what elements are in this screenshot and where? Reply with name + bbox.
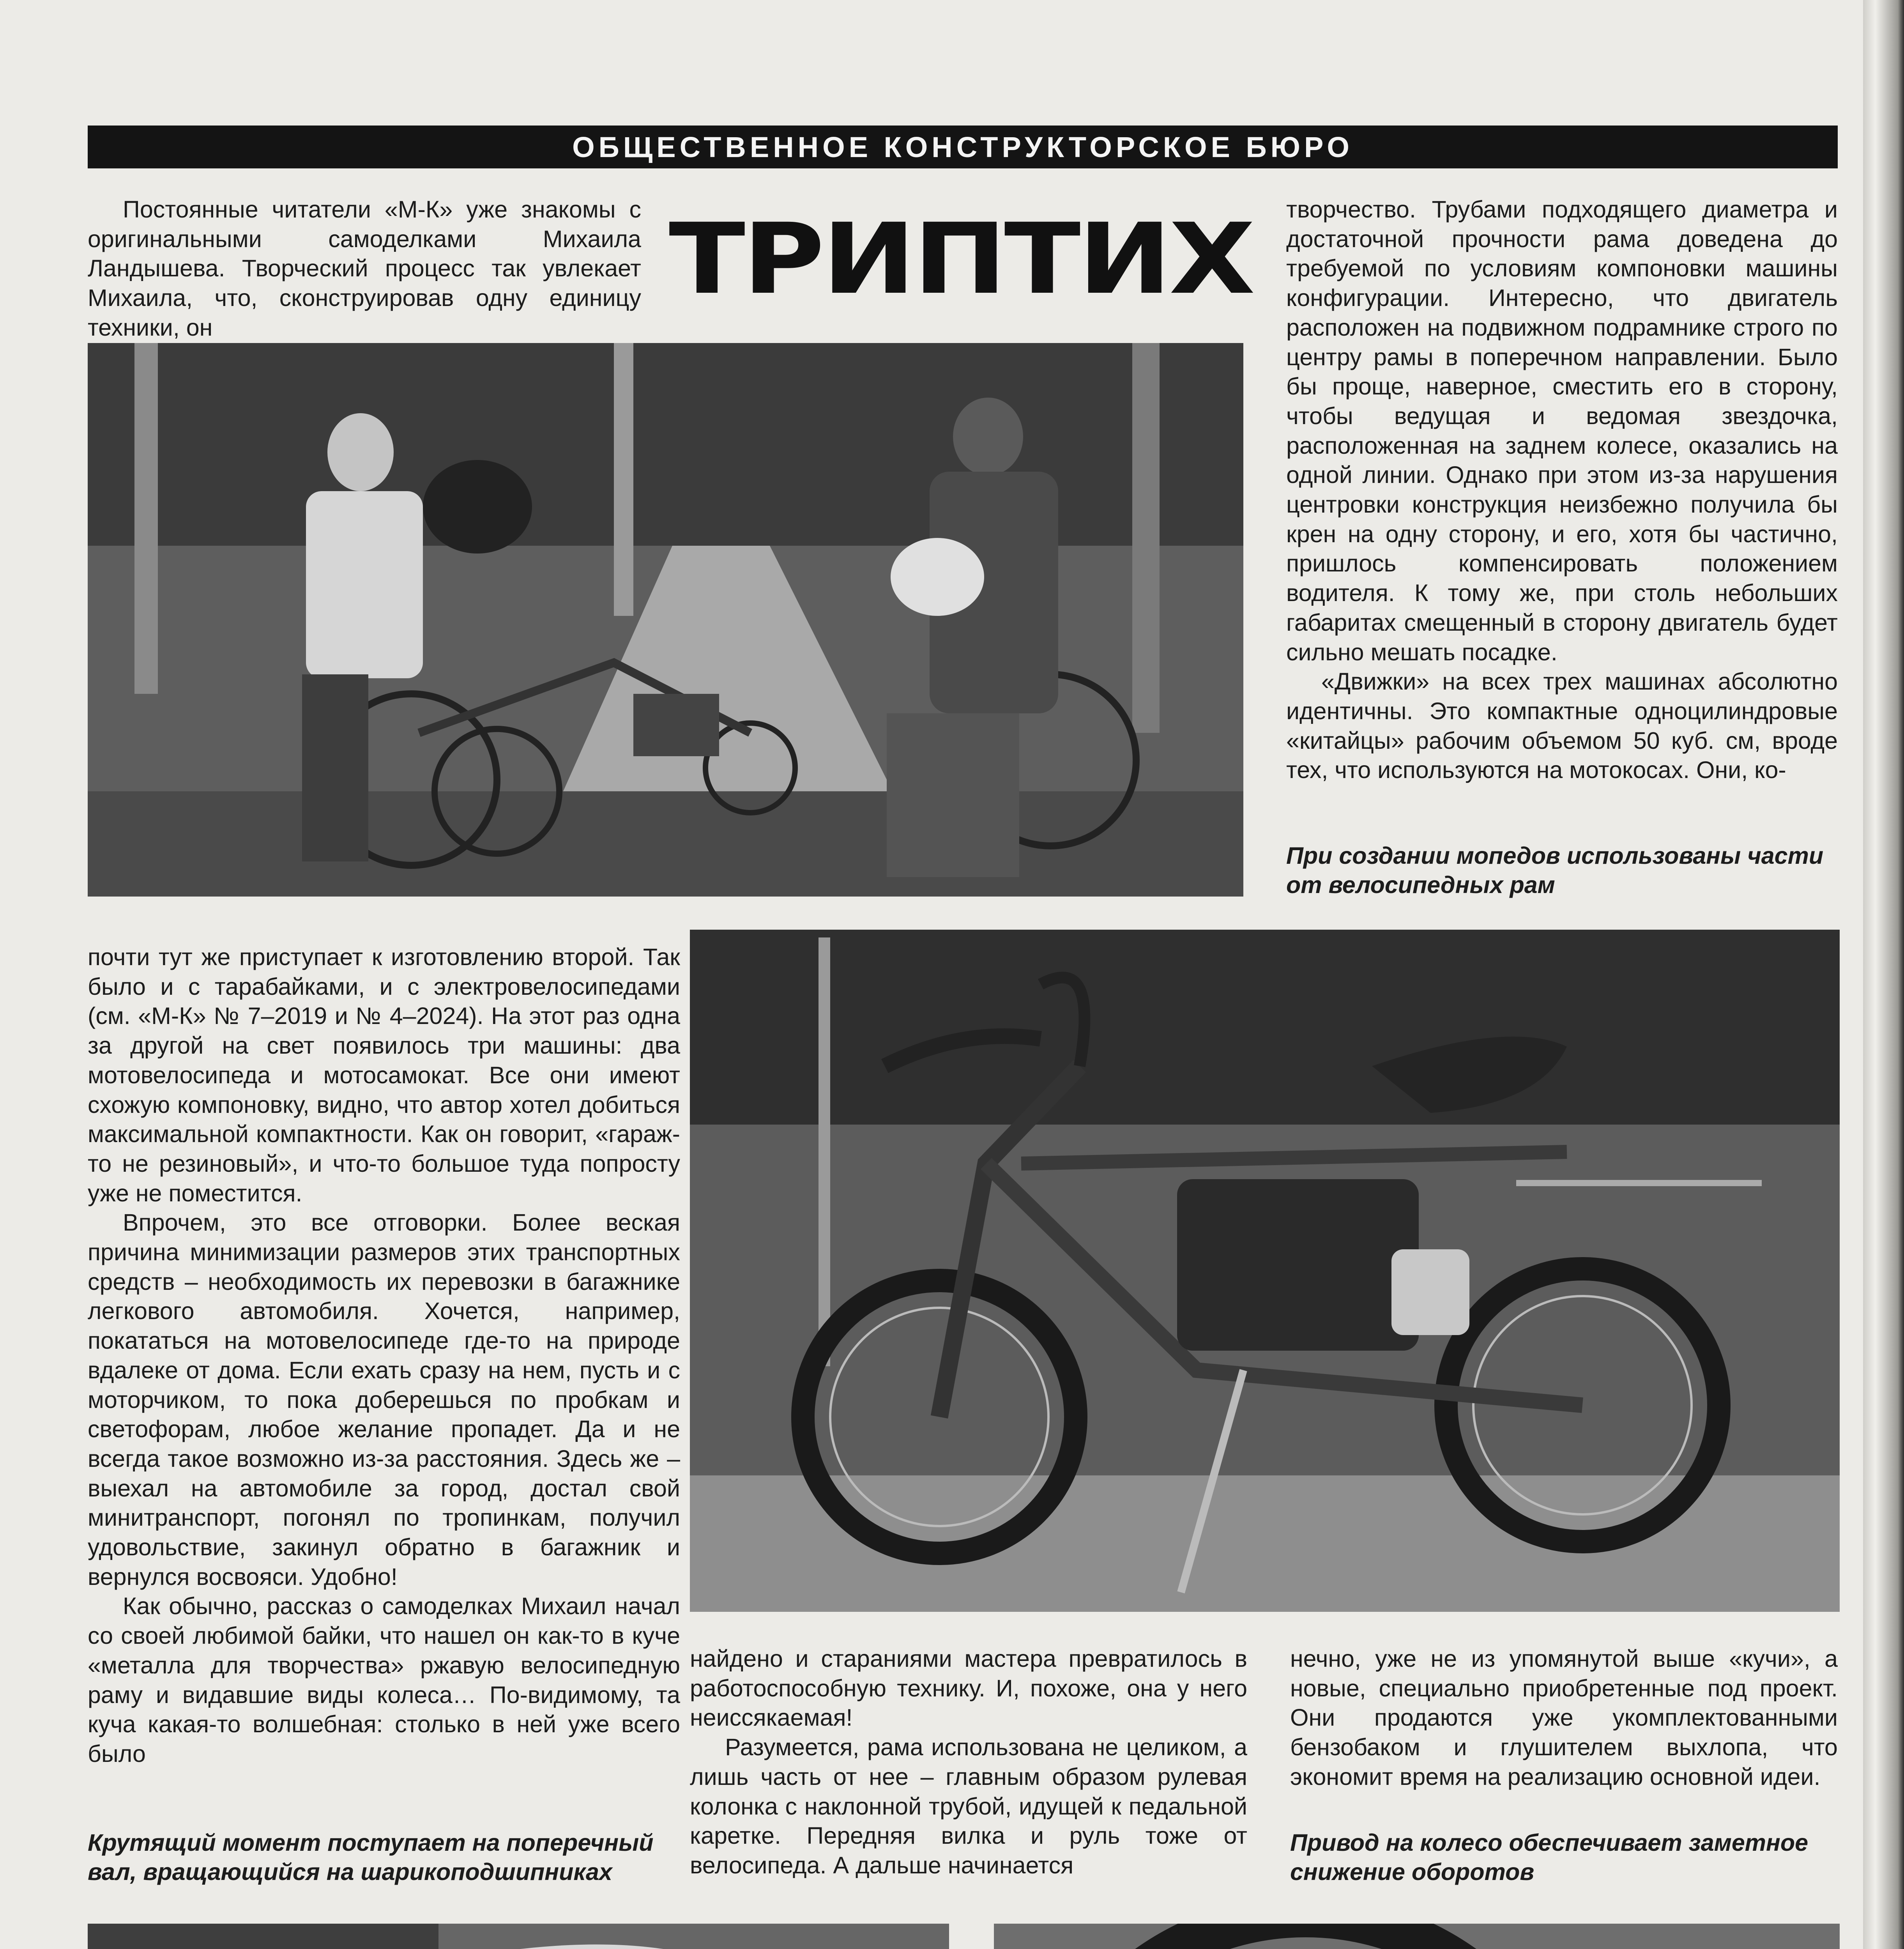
photo-moped-side-view — [690, 930, 1840, 1612]
page-gutter — [1863, 0, 1904, 1949]
photo-riders-on-mopeds — [88, 343, 1243, 897]
caption-drive: Привод на колесо обеспечивает заметное снижение оборотов — [1290, 1829, 1809, 1885]
section-title: ОБЩЕСТВЕННОЕ КОНСТРУКТОРСКОЕ БЮРО — [572, 131, 1353, 163]
body-paragraph: творчество. Трубами подходящего диаметра и достаточной прочности рама доведена до требуемой по условиям компоновки машины конфигурации. Интересно, что двигатель расположен на подвижном подрамнике строго по центру рамы в поперечном направлении. Было бы проще, наверное, сместить его в сторону, чтобы ведущая и ведомая звездочка, расположенная на заднем колесе, оказались на одной линии. Однако при этом из-за нарушения центровки конструкция неизбежно получила бы крен на одну сторону, и его, хотя бы частично, пришлось компенсировать положением водителя. К тому же, при столь небольших габаритах смещенный в сторону двигатель будет сильно мешать посадке. — [1286, 196, 1838, 665]
body-paragraph: нечно, уже не из упомянутой выше «кучи», а новые, специально приобретенные под проект. Они продаются уже укомплектованными бензобаком и глушителем выхлопа, что экономит время на реализацию основной идеи. — [1290, 1645, 1838, 1790]
body-paragraph: Впрочем, это все отговорки. Более веская причина минимизации размеров этих транспортных средств – необходимость их перевозки в багажнике легкового автомобиля. Хочется, например, покататься на мотовелосипеде где-то на природе вдалеке от дома. Если ехать сразу на нем, пусть и с моторчиком, то пока доберешься по пробкам и светофорам, любое желание пропадет. Да и не всегда такое возможно из-за расстояния. Здесь же – выехал на автомобиле за город, достал свой минитранспорт, погонял по тропинкам, получил удовольствие, закинул обратно в багажник и вернулся восвояси. Удобно! — [88, 1209, 680, 1590]
article-title: ТРИПТИХ — [668, 202, 1253, 316]
caption-frames: При создании мопедов использованы части от велосипедных рам — [1286, 842, 1824, 898]
body-paragraph: Как обычно, рассказ о самоделках Михаил начал со своей любимой байки, что нашел он как-то в куче «металла для творчества» ржавую велосипедную раму и видавшие виды колеса… По-видимому, та куча какая-то волшебная: столько в ней уже всего было — [88, 1593, 680, 1767]
middle-column — [690, 1644, 1247, 1880]
body-paragraph: Разумеется, рама использована не целиком, а лишь часть от нее – главным образом рулевая колонка с наклонной трубой, идущей к педальной каретке. Передняя вилка и руль тоже от велосипеда. А дальше начинается — [690, 1734, 1247, 1878]
photo-shaft-closeup — [88, 1924, 949, 1949]
left-column — [88, 943, 680, 1769]
body-paragraph: найдено и стараниями мастера превратилось в работоспособную технику. И, похоже, она у него неиссякаемая! — [690, 1645, 1247, 1731]
caption-shaft: Крутящий момент поступает на поперечный вал, вращающийся на шарикоподшипниках — [88, 1829, 654, 1885]
right-column-bottom — [1290, 1644, 1838, 1792]
section-header — [88, 126, 1838, 168]
right-column-top — [1286, 195, 1838, 785]
body-paragraph: «Движки» на всех трех машинах абсолютно идентичны. Это компактные одноцилиндровые «китайцы» рабочим объемом 50 куб. см, вроде тех, что используются на мотокосах. Они, ко- — [1286, 668, 1838, 783]
body-paragraph: почти тут же приступает к изготовлению второй. Так было и с тарабайками, и с электровелосипедами (см. «М-К» № 7–2019 и № 4–2024). На этот раз одна за другой на свет появилось три машины: два мотовелосипеда и мотосамокат. Все они имеют схожую компоновку, видно, что автор хотел добиться максимальной компактности. Как он говорит, «гараж-то не резиновый», и что-то большое туда попросту уже не поместится. — [88, 944, 680, 1206]
intro-paragraph: Постоянные читатели «М-К» уже знакомы с оригинальными самоделками Михаила Ландышева. Творческий процесс так увлекает Михаила, что, сконструировав одну единицу техники, он — [88, 196, 641, 341]
photo-chain-drive-closeup — [994, 1924, 1840, 1949]
article-intro — [88, 195, 641, 343]
